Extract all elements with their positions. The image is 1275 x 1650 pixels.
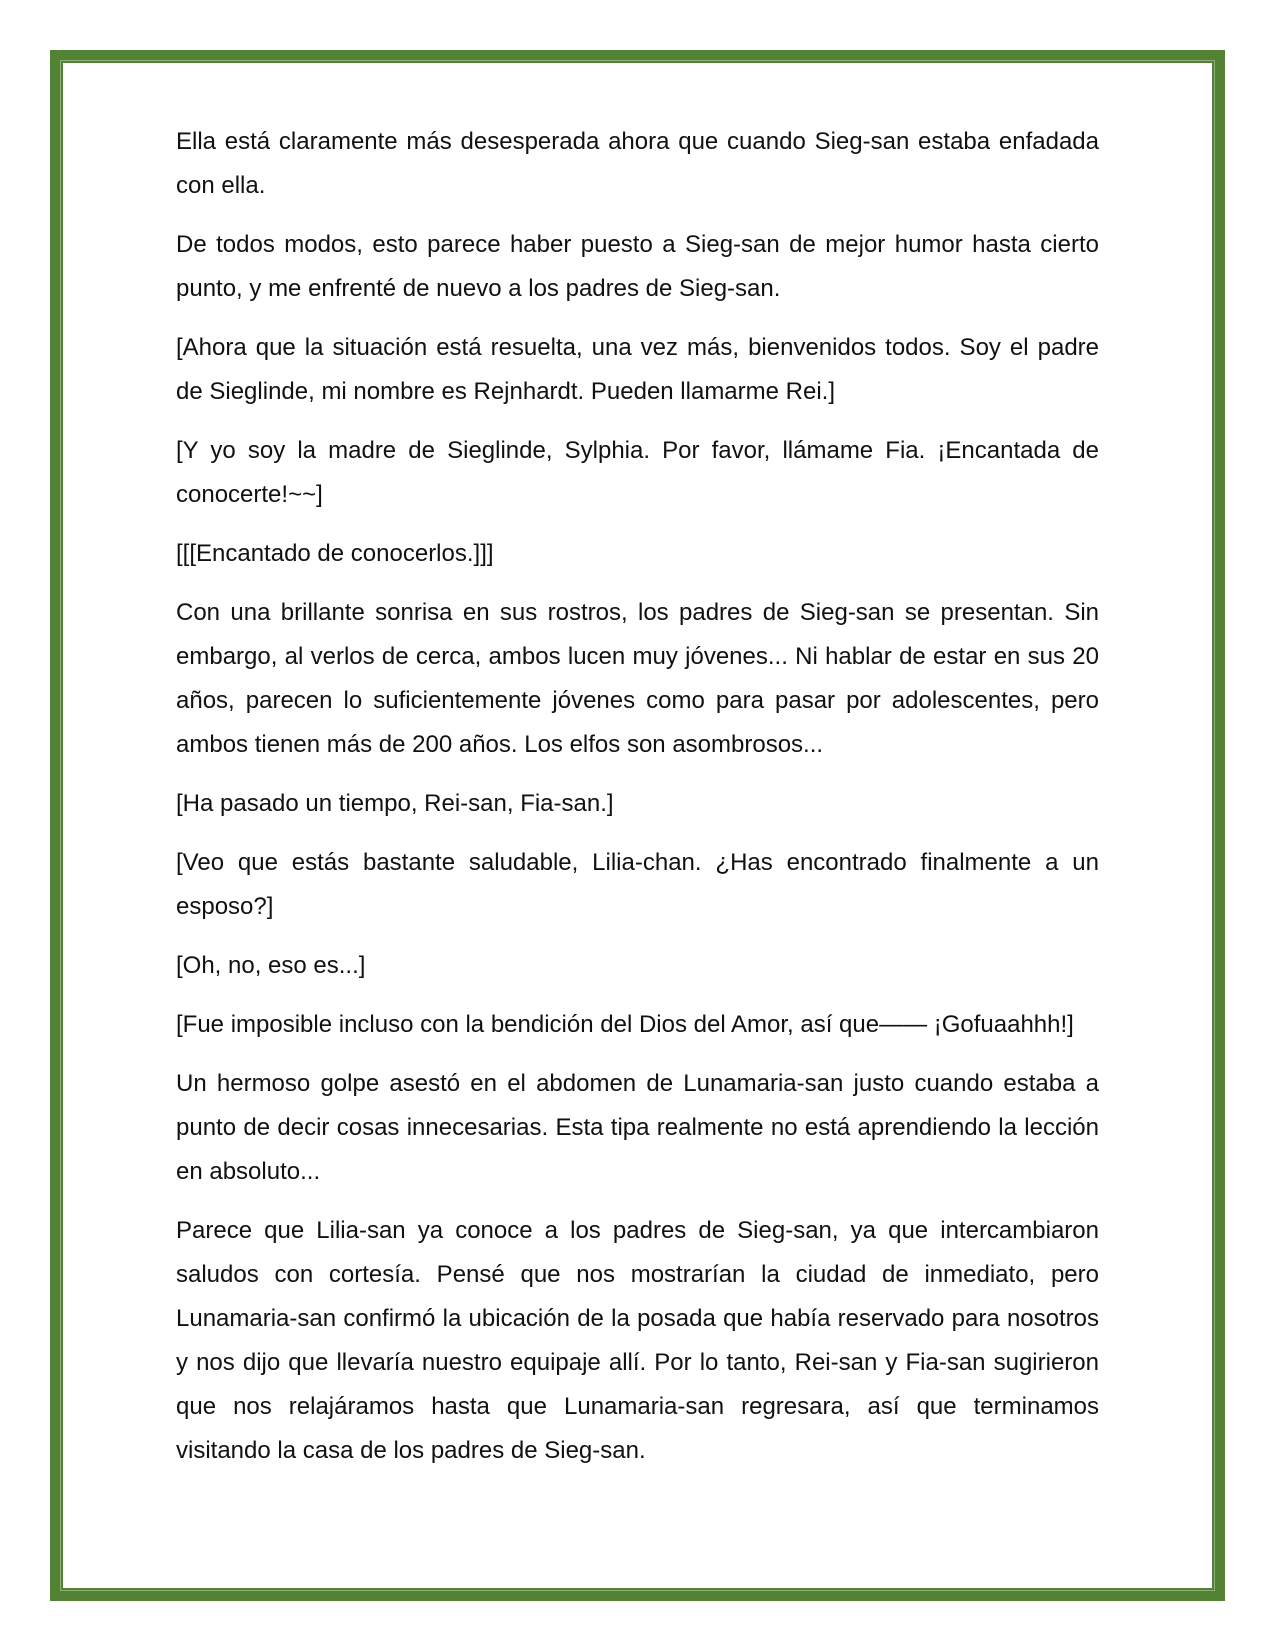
paragraph: [[[Encantado de conocerlos.]]] (176, 540, 494, 567)
paragraph: [Ha pasado un tiempo, Rei-san, Fia-san.] (176, 790, 614, 817)
paragraph: [Oh, no, eso es...] (176, 952, 366, 979)
paragraph: De todos modos, esto parece haber puesto a Sieg-san de mejor humor hasta cierto punto, y me enfrenté de nuevo a los padres de Sieg-san. (176, 231, 1099, 302)
paragraph: Ella está claramente más desesperada ahora que cuando Sieg-san estaba enfadada con ella. (176, 128, 1099, 199)
paragraph: [Ahora que la situación está resuelta, una vez más, bienvenidos todos. Soy el padre de Sieglinde, mi nombre es Rejnhardt. Pueden llamarme Rei.] (176, 334, 1099, 405)
page-text-body (176, 120, 1099, 1488)
paragraph: [Fue imposible incluso con la bendición del Dios del Amor, así que—— ¡Gofuaahhh!] (176, 1011, 1074, 1038)
paragraph: Un hermoso golpe asestó en el abdomen de Lunamaria-san justo cuando estaba a punto de decir cosas innecesarias. Esta tipa realmente no está aprendiendo la lección en absoluto... (176, 1070, 1099, 1185)
paragraph: [Y yo soy la madre de Sieglinde, Sylphia. Por favor, llámame Fia. ¡Encantada de conocerte!~~] (176, 437, 1099, 508)
paragraph: [Veo que estás bastante saludable, Lilia-chan. ¿Has encontrado finalmente a un esposo?] (176, 849, 1099, 920)
paragraph: Parece que Lilia-san ya conoce a los padres de Sieg-san, ya que intercambiaron saludos con cortesía. Pensé que nos mostrarían la ciudad de inmediato, pero Lunamaria-san confirmó la ubicación de la posada que había reservado para nosotros y nos dijo que llevaría nuestro equipaje allí. Por lo tanto, Rei-san y Fia-san sugirieron que nos relajáramos hasta que Lunamaria-san regresara, así que terminamos visitando la casa de los padres de Sieg-san. (176, 1217, 1099, 1464)
paragraph: Con una brillante sonrisa en sus rostros, los padres de Sieg-san se presentan. Sin embargo, al verlos de cerca, ambos lucen muy jóvenes... Ni hablar de estar en sus 20 años, parecen lo suficientemente jóvenes como para pasar por adolescentes, pero ambos tienen más de 200 años. Los elfos son asombrosos... (176, 599, 1099, 758)
